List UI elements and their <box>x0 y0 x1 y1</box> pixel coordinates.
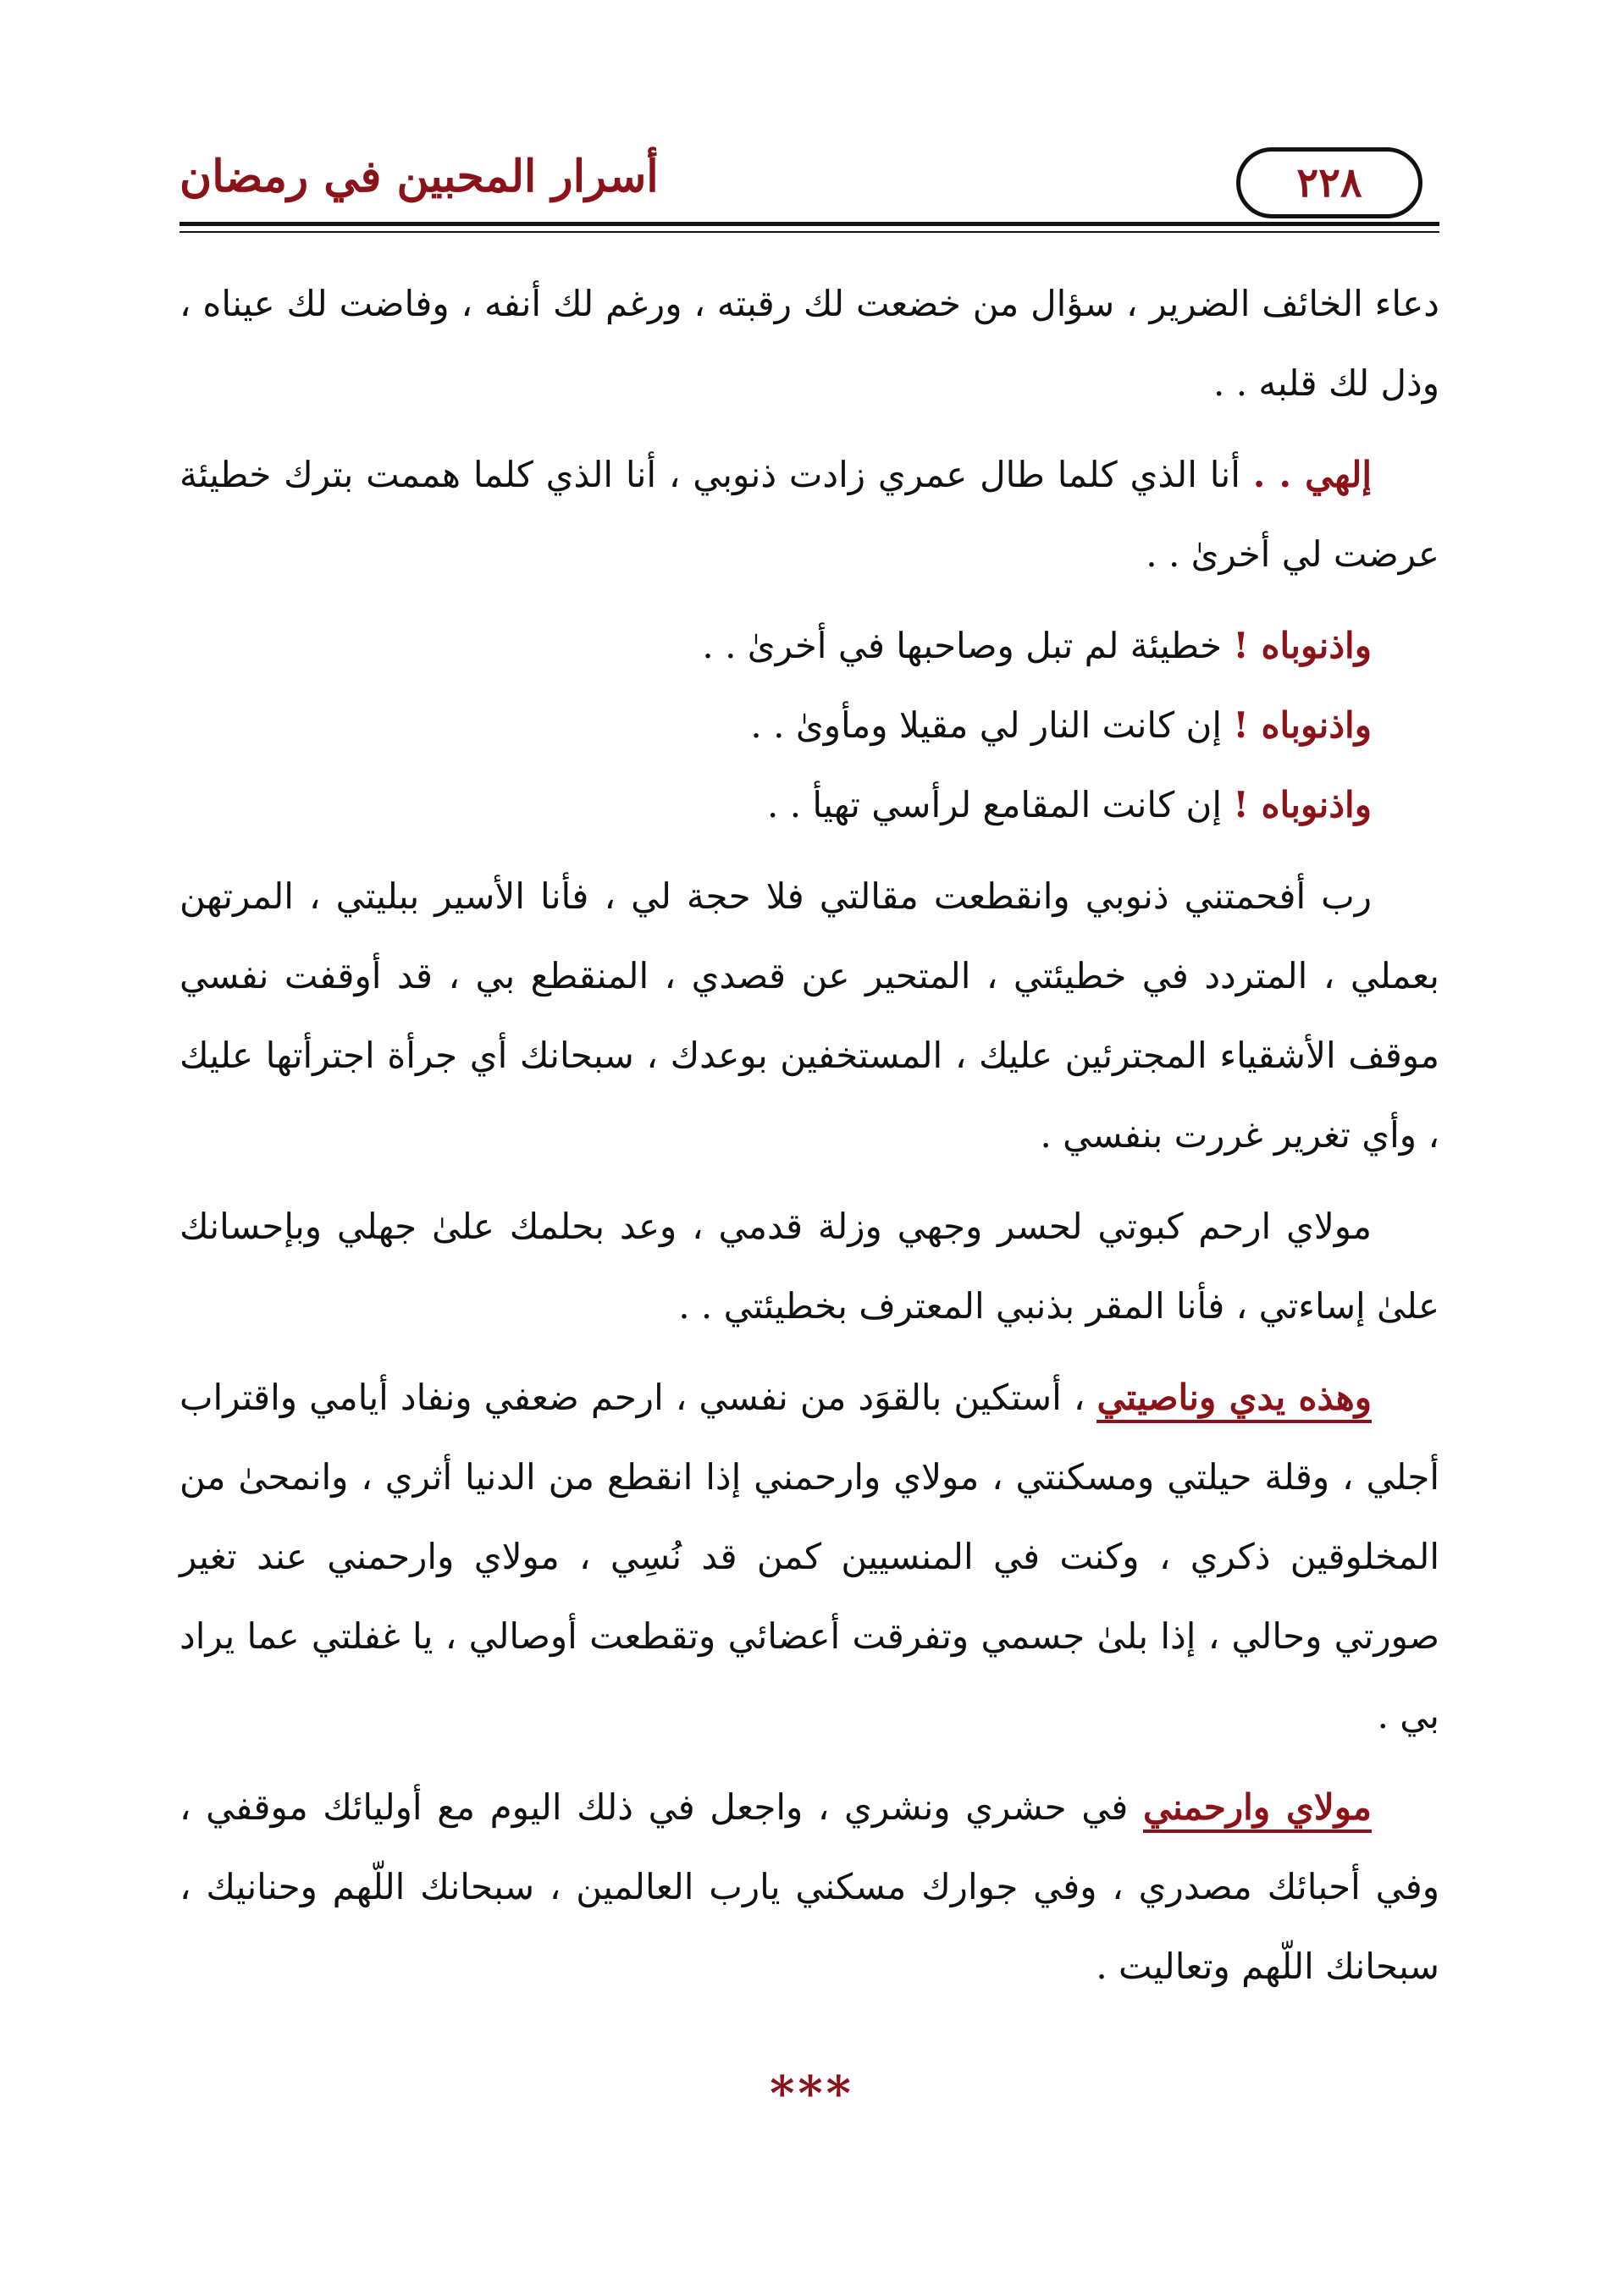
paragraph-6 <box>180 1768 1439 2006</box>
header-rule-thin <box>180 231 1439 233</box>
header-rule-thick <box>180 222 1439 226</box>
paragraph-5-text: ، أستكين بالقوَد من نفسي ، ارحم ضعفي ونفاد أيامي واقتراب أجلي ، وقلة حيلتي ومسكنتي ، مولاي وارحمني إذا انقطع من الدنيا أثري ، وانمحىٰ من المخلوقين ذكري ، وكنت في المنسيين كمن قد نُسِي ، مولاي وارحمني عند تغير صورتي وحالي ، إذا بلىٰ جسمي وتفرقت أعضائي وتقطعت أوصالي ، يا غفلتي عما يراد بي . <box>180 1377 1439 1736</box>
paragraph-3 <box>180 857 1439 1175</box>
lament-line-2 <box>180 686 1439 765</box>
paragraph-5 <box>180 1358 1439 1756</box>
lament-line-3-text: إن كانت المقامع لرأسي تهيأ . . <box>767 784 1234 825</box>
paragraph-6-lead: مولاي وارحمني <box>1143 1786 1372 1833</box>
paragraph-2-text: أنا الذي كلما طال عمري زادت ذنوبي ، أنا الذي كلما هممت بترك خطيئة عرضت لي أخرىٰ . . <box>180 454 1439 575</box>
lament-line-2-lead: واذنوباه ! <box>1233 704 1372 746</box>
paragraph-4 <box>180 1187 1439 1346</box>
page-body <box>180 264 1439 2018</box>
paragraph-2 <box>180 435 1439 594</box>
running-title: أسرار المحبين في رمضان <box>180 151 659 202</box>
lament-line-1-lead: واذنوباه ! <box>1233 625 1372 666</box>
paragraph-2-lead: إلهي . . <box>1252 454 1372 495</box>
lament-line-1-text: خطيئة لم تبل وصاحبها في أخرىٰ . . <box>702 625 1234 666</box>
lament-line-3-lead: واذنوباه ! <box>1233 784 1372 825</box>
lament-line-1 <box>180 606 1439 686</box>
page-number-badge <box>1236 147 1422 218</box>
page-number: ٢٢٨ <box>1296 159 1362 207</box>
paragraph-1 <box>180 264 1439 423</box>
paragraph-1-text: دعاء الخائف الضرير ، سؤال من خضعت لك رقبته ، ورغم لك أنفه ، وفاضت لك عيناه ، وذل لك قلبه . . <box>180 283 1439 404</box>
section-separator: *** <box>770 2066 854 2122</box>
paragraph-3-text: رب أفحمتني ذنوبي وانقطعت مقالتي فلا حجة لي ، فأنا الأسير ببليتي ، المرتهن بعملي ، المتردد في خطيئتي ، المتحير عن قصدي ، المنقطع بي ، قد أوقفت نفسي موقف الأشقياء المجترئين عليك ، المستخفين بوعدك ، سبحانك أي جرأة اجترأتها عليك ، وأي تغرير غررت بنفسي . <box>180 875 1439 1156</box>
lament-line-2-text: إن كانت النار لي مقيلا ومأوىٰ . . <box>750 704 1234 746</box>
paragraph-5-lead: وهذه يدي وناصيتي <box>1096 1377 1372 1423</box>
paragraph-4-text: مولاي ارحم كبوتي لحسر وجهي وزلة قدمي ، وعد بحلمك علىٰ جهلي وبإحسانك علىٰ إساءتي ، فأنا المقر بذنبي المعترف بخطيئتي . . <box>180 1206 1439 1327</box>
paragraph-6-text: في حشري ونشري ، واجعل في ذلك اليوم مع أوليائك موقفي ، وفي أحبائك مصدري ، وفي جوارك مسكني يارب العالمين ، سبحانك اللّهم وحنانيك ، سبحانك اللّهم وتعاليت . <box>180 1786 1439 1987</box>
lament-line-3 <box>180 765 1439 845</box>
